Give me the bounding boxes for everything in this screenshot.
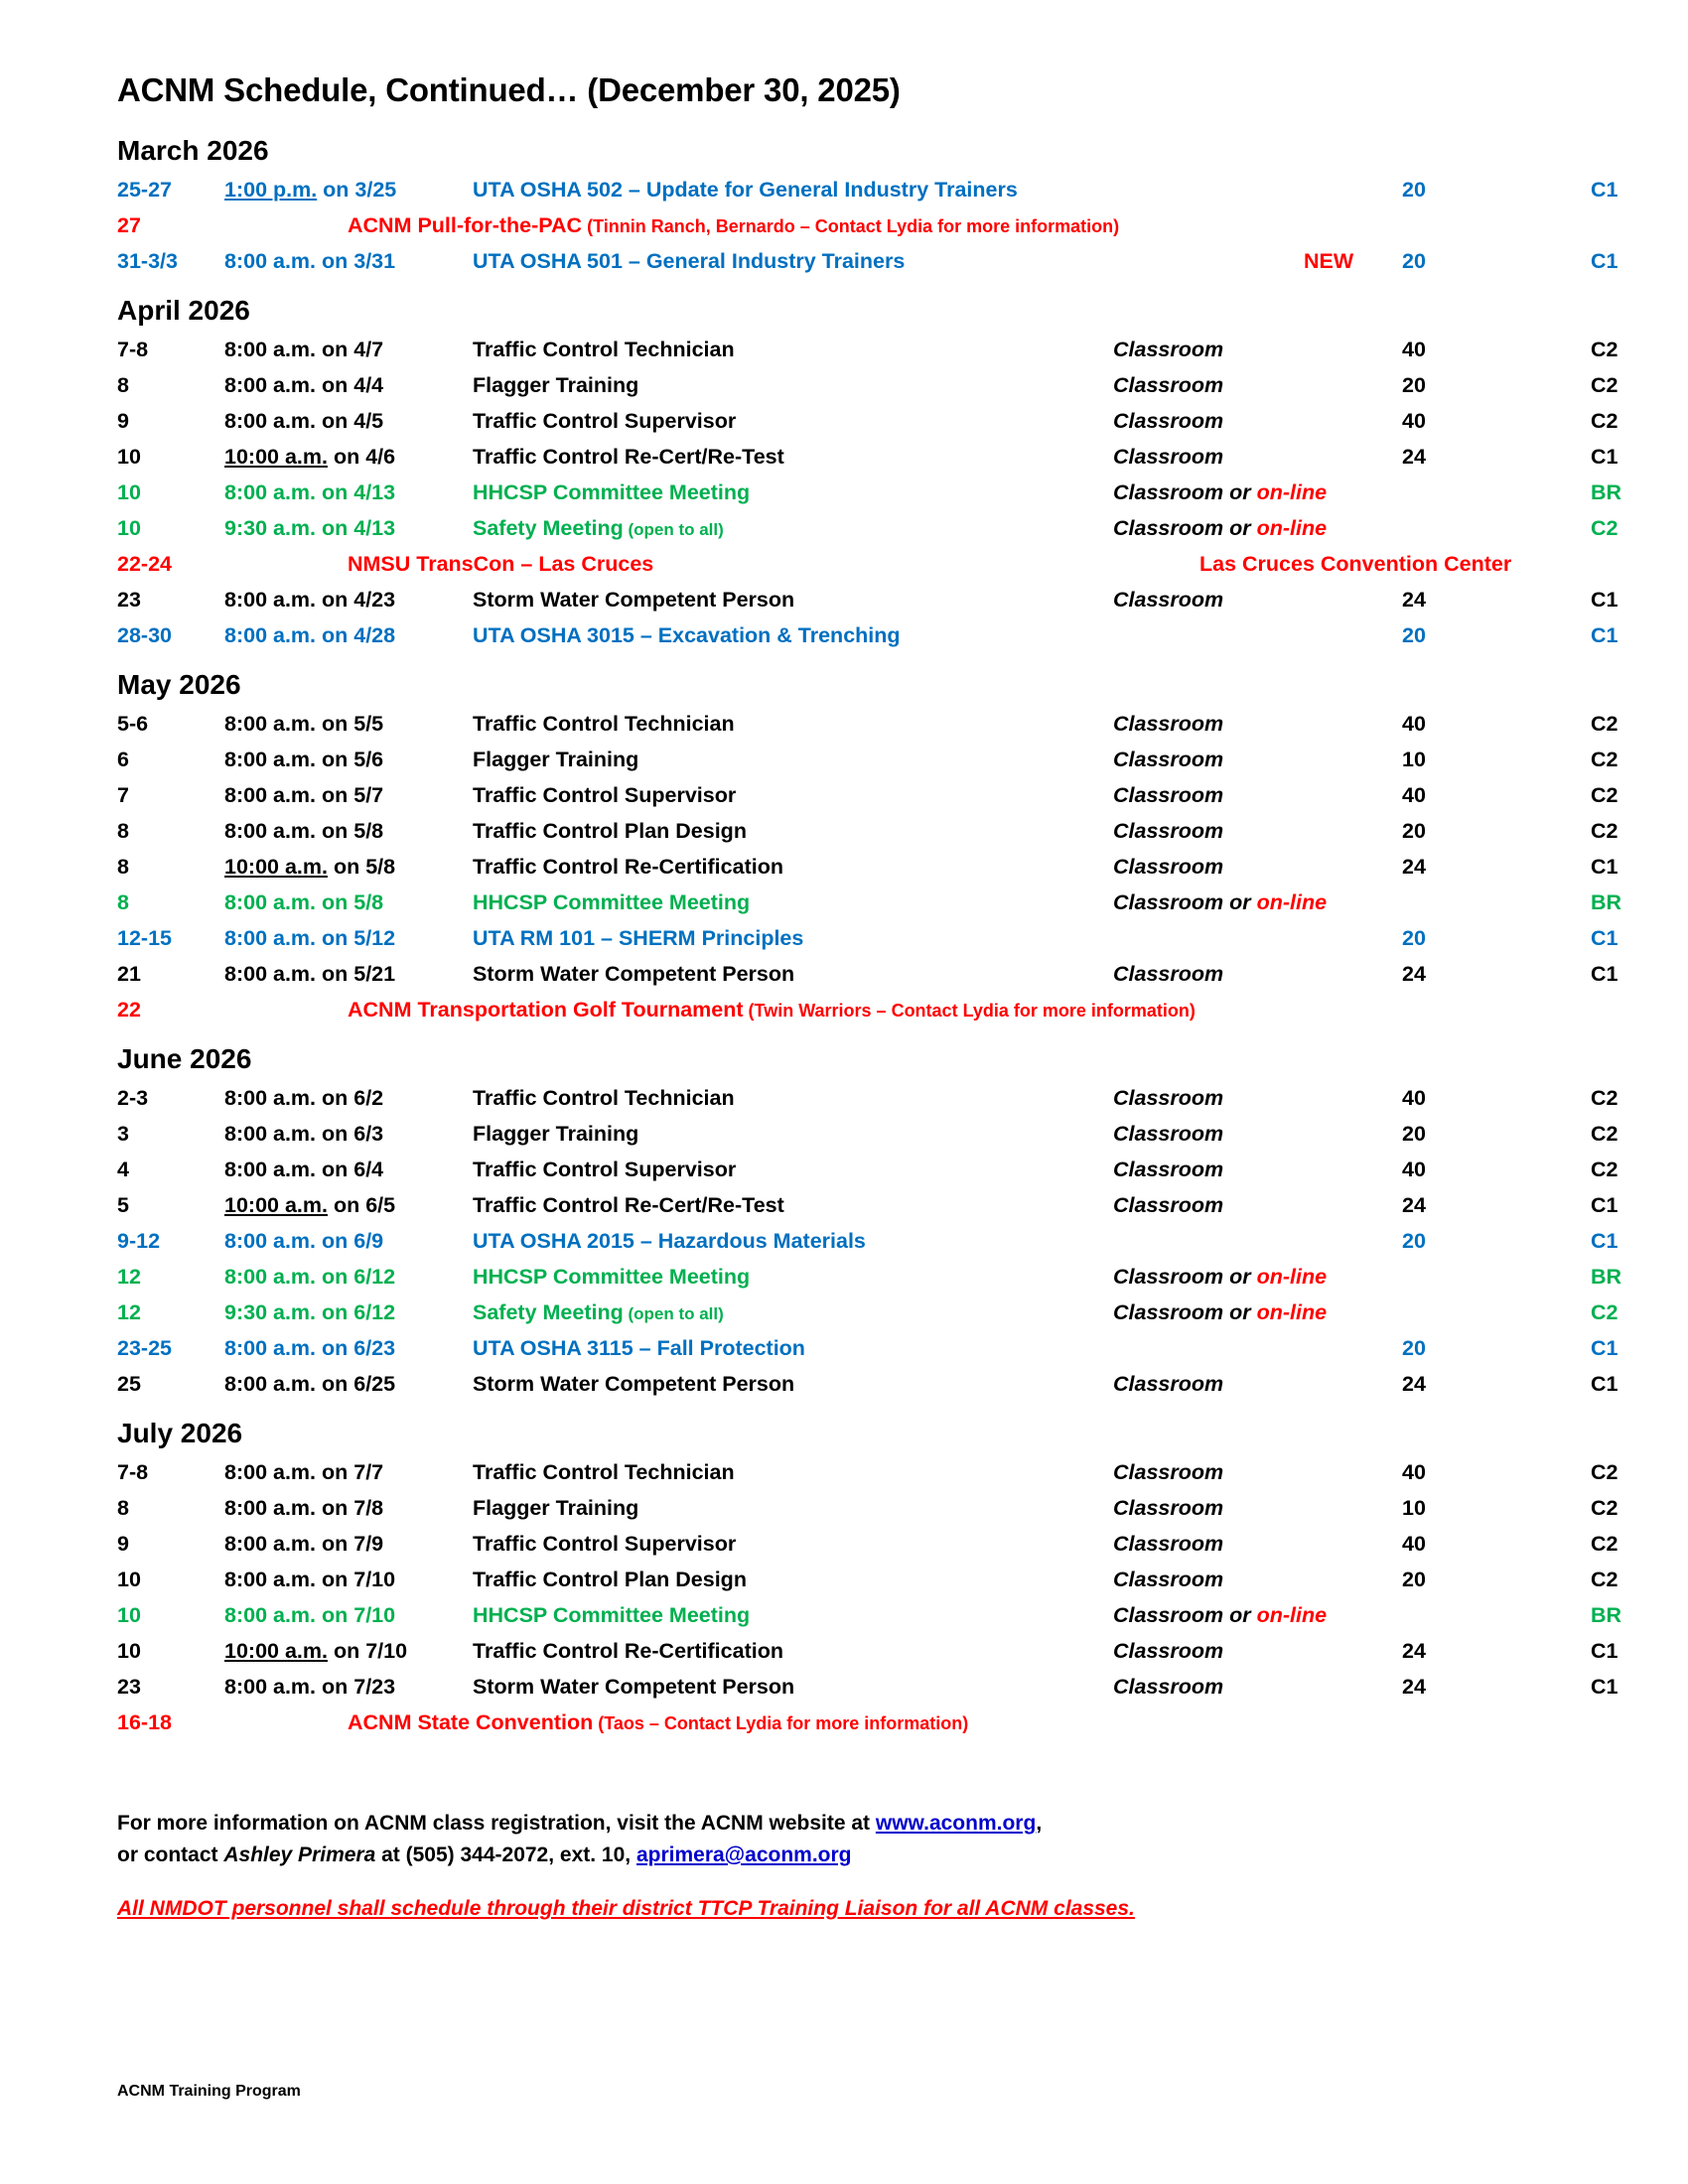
row-event-title: ACNM Pull-for-the-PAC (Tinnin Ranch, Bernardo – Contact Lydia for more information) [348,213,1120,237]
schedule-row [117,849,1618,885]
row-location: Classroom or on-line [1113,1300,1328,1324]
row-time: 8:00 a.m. on 5/7 [224,783,384,807]
row-time: 8:00 a.m. on 5/21 [224,962,396,986]
row-date: 3 [117,1122,129,1146]
row-hours: 20 [1402,1336,1426,1360]
row-location: Classroom [1113,1086,1224,1110]
row-course-title: UTA OSHA 3015 – Excavation & Trenching [473,623,901,647]
schedule-row [117,1669,1618,1705]
row-hours: 40 [1402,1460,1426,1484]
row-room: C1 [1591,1372,1618,1396]
row-course-title: Traffic Control Supervisor [473,783,737,807]
row-hours: 40 [1402,783,1426,807]
row-location: Classroom [1113,748,1224,771]
month-heading: June 2026 [117,1043,252,1074]
row-location: Classroom [1113,373,1224,397]
month-heading: March 2026 [117,135,269,166]
schedule-row [117,992,1577,1027]
row-course-title: Flagger Training [473,373,639,397]
row-course-title: Storm Water Competent Person [473,962,795,986]
row-hours: 20 [1402,623,1426,647]
row-time: 8:00 a.m. on 6/2 [224,1086,384,1110]
row-time: 10:00 a.m. on 7/10 [224,1639,408,1663]
row-course-title: Storm Water Competent Person [473,1675,795,1699]
footer-line-2-phone: at (505) 344-2072, ext. 10, [375,1843,636,1866]
row-date: 9-12 [117,1229,161,1253]
row-room: C2 [1591,516,1618,540]
row-room: C1 [1591,855,1618,879]
row-hours: 20 [1402,178,1426,202]
row-time: 8:00 a.m. on 7/10 [224,1568,396,1591]
row-time: 8:00 a.m. on 7/23 [224,1675,396,1699]
schedule-row [117,582,1618,617]
row-course-title: Traffic Control Re-Certification [473,1639,783,1663]
row-time: 8:00 a.m. on 5/12 [224,926,396,950]
schedule-row [117,510,1618,546]
row-hours: 40 [1402,1532,1426,1556]
row-hours: 20 [1402,1122,1426,1146]
row-time: 8:00 a.m. on 4/28 [224,623,396,647]
row-date: 8 [117,890,129,914]
row-location: Classroom or on-line [1113,516,1328,540]
row-room: C2 [1591,373,1618,397]
footer-line-2-prefix: or contact [117,1843,224,1866]
row-time: 10:00 a.m. on 6/5 [224,1193,396,1217]
schedule-row [117,1223,1618,1259]
row-room: C2 [1591,712,1618,736]
row-room: C1 [1591,178,1618,202]
row-hours: 20 [1402,1568,1426,1591]
row-course-title: HHCSP Committee Meeting [473,1603,751,1627]
row-date: 23 [117,1675,141,1699]
row-date: 27 [117,213,141,237]
row-date: 31-3/3 [117,249,178,273]
row-course-title: Traffic Control Re-Cert/Re-Test [473,1193,784,1217]
row-course-title: Storm Water Competent Person [473,1372,795,1396]
row-room: C2 [1591,338,1618,361]
row-course-title: Flagger Training [473,1122,639,1146]
schedule-row [117,1366,1618,1402]
row-hours: 10 [1402,1496,1426,1520]
row-location: Classroom [1113,712,1224,736]
row-course-title: Traffic Control Supervisor [473,409,737,433]
row-location: Classroom or on-line [1113,1603,1328,1627]
row-time: 8:00 a.m. on 5/6 [224,748,384,771]
schedule-row [117,813,1618,849]
row-course-title: HHCSP Committee Meeting [473,480,751,504]
row-date: 9 [117,409,129,433]
contact-email-link[interactable]: aprimera@aconm.org [635,1843,852,1866]
row-room: C2 [1591,1122,1618,1146]
row-course-title: HHCSP Committee Meeting [473,1265,751,1289]
row-location: Classroom or on-line [1113,1265,1328,1289]
schedule-row [117,1330,1618,1366]
row-date: 2-3 [117,1086,149,1110]
row-date: 5 [117,1193,129,1217]
footer-contact-info [117,1808,1577,1871]
schedule-row [117,1490,1618,1526]
document-content [117,71,1622,1921]
row-date: 7-8 [117,1460,149,1484]
row-hours: 24 [1402,855,1426,879]
schedule-row [117,742,1618,777]
row-date: 5-6 [117,712,149,736]
row-date: 8 [117,819,129,843]
schedule-row [117,1116,1618,1152]
row-course-title: UTA OSHA 502 – Update for General Industry Trainers [473,178,1018,202]
row-hours: 24 [1402,1675,1426,1699]
schedule-row [117,207,1577,243]
row-course-title: UTA RM 101 – SHERM Principles [473,926,804,950]
row-time: 8:00 a.m. on 6/4 [224,1158,384,1181]
row-location: Classroom or on-line [1113,890,1328,914]
nmdot-notice: All NMDOT personnel shall schedule through their district TTCP Training Liaison for all ACNM classes. [117,1897,1135,1920]
row-location: Classroom [1113,783,1224,807]
row-course-title: Storm Water Competent Person [473,588,795,612]
row-location: Classroom [1113,1568,1224,1591]
row-time: 9:30 a.m. on 4/13 [224,516,396,540]
footer-line-1 [117,1808,1577,1840]
row-time: 8:00 a.m. on 6/3 [224,1122,384,1146]
schedule-row [117,367,1618,403]
row-room: BR [1591,480,1622,504]
row-location: Classroom [1113,1122,1224,1146]
row-course-title: Traffic Control Technician [473,338,735,361]
page-title: ACNM Schedule, Continued… (December 30, 2025) [117,71,901,108]
row-time: 8:00 a.m. on 4/5 [224,409,384,433]
row-date: 22 [117,998,141,1022]
month-heading: May 2026 [117,669,241,700]
row-event-detail: (Twin Warriors – Contact Lydia for more information) [743,1001,1196,1021]
row-time: 8:00 a.m. on 4/7 [224,338,384,361]
row-location: Classroom [1113,1158,1224,1181]
row-course-title: Traffic Control Technician [473,1460,735,1484]
row-location: Classroom or on-line [1113,480,1328,504]
row-course-title: Traffic Control Technician [473,1086,735,1110]
row-course-title: Traffic Control Plan Design [473,819,747,843]
row-location: Classroom [1113,1193,1224,1217]
row-room: C2 [1591,748,1618,771]
row-room: BR [1591,1603,1622,1627]
row-date: 9 [117,1532,129,1556]
row-time: 1:00 p.m. on 3/25 [224,178,397,202]
row-date: 25 [117,1372,141,1396]
row-event-title: ACNM Transportation Golf Tournament (Twin Warriors – Contact Lydia for more information) [348,998,1196,1022]
row-location: Classroom [1113,962,1224,986]
row-location: Classroom [1113,1639,1224,1663]
row-course-title: Safety Meeting (open to all) [473,516,724,540]
row-time: 8:00 a.m. on 5/5 [224,712,384,736]
contact-person-name: Ashley Primera [223,1843,376,1866]
schedule-row [117,1259,1622,1295]
row-hours: 10 [1402,748,1426,771]
row-hours: 24 [1402,588,1426,612]
schedule-row [117,1597,1622,1633]
row-room: BR [1591,890,1622,914]
row-date: 8 [117,855,129,879]
row-course-title: Safety Meeting (open to all) [473,1300,724,1324]
row-hours: 40 [1402,338,1426,361]
row-hours: 24 [1402,1372,1426,1396]
row-date: 8 [117,1496,129,1520]
row-hours: 20 [1402,819,1426,843]
row-hours: 40 [1402,1086,1426,1110]
row-room: C1 [1591,445,1618,469]
row-time: 8:00 a.m. on 3/31 [224,249,396,273]
row-time: 8:00 a.m. on 6/25 [224,1372,396,1396]
row-date: 23-25 [117,1336,172,1360]
row-location: Classroom [1113,588,1224,612]
row-room: C2 [1591,1300,1618,1324]
row-time: 8:00 a.m. on 4/4 [224,373,384,397]
row-hours: 40 [1402,409,1426,433]
schedule-row [117,546,1577,582]
row-room: C1 [1591,588,1618,612]
row-time: 8:00 a.m. on 6/12 [224,1265,396,1289]
row-time: 8:00 a.m. on 4/13 [224,480,396,504]
row-date: 10 [117,1568,141,1591]
row-time: 8:00 a.m. on 5/8 [224,819,384,843]
row-course-title: Traffic Control Plan Design [473,1568,747,1591]
row-room: C2 [1591,783,1618,807]
row-location: Classroom [1113,1372,1224,1396]
row-date: 12 [117,1300,141,1324]
schedule-row [117,172,1618,207]
schedule-row [117,1562,1618,1597]
row-time: 10:00 a.m. on 4/6 [224,445,396,469]
row-time: 8:00 a.m. on 7/8 [224,1496,384,1520]
row-room: C2 [1591,819,1618,843]
schedule-row [117,617,1618,653]
page-footer-label: ACNM Training Program [117,2083,301,2100]
row-hours: 24 [1402,962,1426,986]
row-date: 23 [117,588,141,612]
row-course-title: Traffic Control Re-Cert/Re-Test [473,445,784,469]
row-hours: 20 [1402,249,1426,273]
row-room: C1 [1591,1336,1618,1360]
row-hours: 24 [1402,445,1426,469]
row-date: 12-15 [117,926,172,950]
row-hours: 40 [1402,1158,1426,1181]
row-course-title: Flagger Training [473,1496,639,1520]
row-event-title: NMSU TransCon – Las Cruces [348,552,654,576]
row-time: 9:30 a.m. on 6/12 [224,1300,396,1324]
row-location: Classroom [1113,855,1224,879]
row-time: 8:00 a.m. on 4/23 [224,588,396,612]
row-course-title: Traffic Control Technician [473,712,735,736]
row-new-badge: NEW [1304,249,1354,273]
row-course-title: UTA OSHA 3115 – Fall Protection [473,1336,805,1360]
schedule-row [117,439,1618,475]
schedule-container [117,135,1622,1740]
row-room: BR [1591,1265,1622,1289]
row-room: C1 [1591,1639,1618,1663]
schedule-row [117,1454,1618,1490]
row-room: C2 [1591,1496,1618,1520]
row-location: Classroom [1113,819,1224,843]
row-room: C2 [1591,1532,1618,1556]
schedule-row [117,475,1622,510]
row-room: C1 [1591,1229,1618,1253]
footer-line-1-text: For more information on ACNM class registration, visit the ACNM website at [117,1812,876,1835]
row-hours: 20 [1402,373,1426,397]
row-title-note: (open to all) [623,520,724,539]
row-date: 28-30 [117,623,172,647]
row-hours: 40 [1402,712,1426,736]
row-event-detail: (Tinnin Ranch, Bernardo – Contact Lydia for more information) [582,216,1120,236]
schedule-row [117,920,1618,956]
schedule-row [117,1526,1618,1562]
row-date: 10 [117,1603,141,1627]
row-location: Classroom [1113,1460,1224,1484]
row-course-title: Flagger Training [473,748,639,771]
row-time: 10:00 a.m. on 5/8 [224,855,396,879]
schedule-row [117,403,1618,439]
schedule-row [117,956,1618,992]
row-time: 8:00 a.m. on 7/7 [224,1460,384,1484]
row-course-title: HHCSP Committee Meeting [473,890,751,914]
row-title-note: (open to all) [623,1304,724,1323]
schedule-row [117,1705,1577,1740]
row-course-title: UTA OSHA 501 – General Industry Trainers [473,249,906,273]
month-heading: July 2026 [117,1418,243,1448]
row-room: C2 [1591,1158,1618,1181]
row-event-detail: (Taos – Contact Lydia for more information) [593,1713,969,1733]
schedule-row [117,332,1618,367]
row-room: C2 [1591,1086,1618,1110]
row-hours: 24 [1402,1639,1426,1663]
row-location: Classroom [1113,338,1224,361]
row-room: C1 [1591,623,1618,647]
row-time: 8:00 a.m. on 7/9 [224,1532,384,1556]
row-room: C1 [1591,962,1618,986]
row-hours: 24 [1402,1193,1426,1217]
row-hours: 20 [1402,1229,1426,1253]
row-course-title: Traffic Control Supervisor [473,1158,737,1181]
row-location: Classroom [1113,1532,1224,1556]
schedule-row [117,1080,1618,1116]
row-date: 25-27 [117,178,172,202]
row-hours: 20 [1402,926,1426,950]
row-time: 8:00 a.m. on 6/23 [224,1336,396,1360]
row-time: 8:00 a.m. on 5/8 [224,890,384,914]
row-room: C1 [1591,249,1618,273]
row-course-title: Traffic Control Supervisor [473,1532,737,1556]
row-course-title: Traffic Control Re-Certification [473,855,783,879]
footer-line-2 [117,1840,1577,1871]
row-room: C1 [1591,1193,1618,1217]
row-date: 7 [117,783,129,807]
row-event-title: ACNM State Convention (Taos – Contact Lydia for more information) [348,1710,969,1734]
row-date: 16-18 [117,1710,172,1734]
schedule-row [117,706,1618,742]
row-room: C2 [1591,1568,1618,1591]
row-date: 7-8 [117,338,149,361]
row-date: 4 [117,1158,129,1181]
row-time: 8:00 a.m. on 7/10 [224,1603,396,1627]
row-room: C1 [1591,926,1618,950]
schedule-row [117,243,1618,279]
month-heading: April 2026 [117,295,250,326]
row-date: 12 [117,1265,141,1289]
row-location: Classroom [1113,409,1224,433]
schedule-row [117,1152,1618,1187]
row-date: 21 [117,962,141,986]
row-venue: Las Cruces Convention Center [1199,552,1512,576]
row-location: Classroom [1113,445,1224,469]
row-time: 8:00 a.m. on 6/9 [224,1229,384,1253]
row-location: Classroom [1113,1496,1224,1520]
row-location: Classroom [1113,1675,1224,1699]
schedule-row [117,777,1618,813]
row-course-title: UTA OSHA 2015 – Hazardous Materials [473,1229,866,1253]
schedule-row [117,1295,1618,1330]
row-date: 22-24 [117,552,172,576]
schedule-row [117,1633,1618,1669]
row-date: 10 [117,445,141,469]
row-room: C1 [1591,1675,1618,1699]
row-date: 10 [117,480,141,504]
row-date: 6 [117,748,129,771]
row-room: C2 [1591,1460,1618,1484]
row-date: 10 [117,1639,141,1663]
row-room: C2 [1591,409,1618,433]
schedule-row [117,885,1622,920]
row-date: 8 [117,373,129,397]
row-date: 10 [117,516,141,540]
aconm-website-link[interactable]: www.aconm.org [875,1812,1037,1835]
schedule-row [117,1187,1618,1223]
footer-line-1-suffix: , [1036,1812,1043,1835]
